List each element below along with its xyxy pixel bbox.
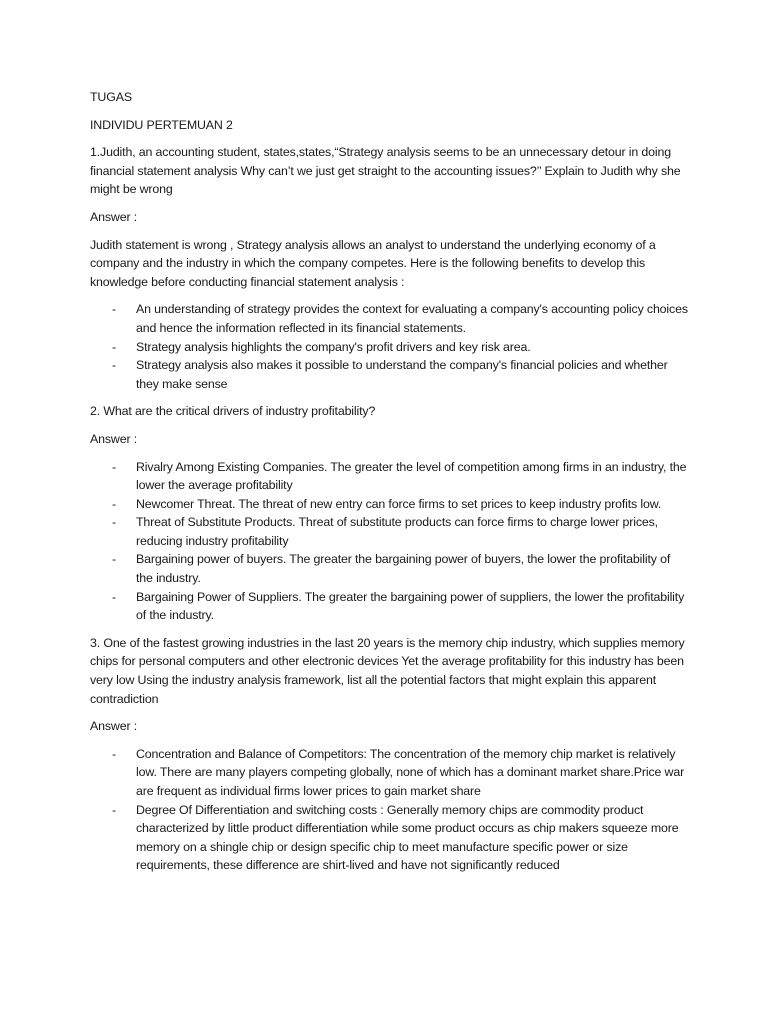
answer-list-1 — [90, 300, 690, 393]
list-item — [90, 550, 690, 587]
list-item — [90, 801, 690, 875]
list-item — [90, 458, 690, 495]
document-page — [90, 88, 690, 884]
dash-bullet: - — [112, 339, 116, 354]
answer-text-1: Judith statement is wrong , Strategy analysis allows an analyst to understand the underlying economy of a company and the industry in which the company competes. Here is the following benefits to develop this knowledge before conducting financial statement analysis : — [90, 237, 656, 289]
answer-label-1: Answer : — [90, 209, 138, 224]
list-item-text: Newcomer Threat. The threat of new entry can force firms to set prices to keep industry profits low. — [136, 496, 662, 511]
list-item — [90, 356, 690, 393]
list-item-text: Degree Of Differentiation and switching costs : Generally memory chips are commodity product characterized by little product differentiation while some product occurs as chip makers squeeze more memory on a shingle chip or design specific chip to meet manufacture specific power or size requirements, these difference are shirt-lived and have not significantly reduced — [136, 802, 679, 873]
document-title: TUGAS — [90, 90, 132, 104]
list-item — [90, 745, 690, 801]
list-item — [90, 513, 690, 550]
list-item-text: An understanding of strategy provides the context for evaluating a company's accounting policy choices and hence the information reflected in its financial statements. — [136, 302, 688, 335]
list-item-text: Bargaining Power of Suppliers. The greater the bargaining power of suppliers, the lower the profitability of the industry. — [136, 589, 685, 623]
dash-bullet: - — [112, 459, 116, 474]
dash-bullet: - — [112, 515, 116, 530]
list-item-text: Bargaining power of buyers. The greater the bargaining power of buyers, the lower the profitability of the industry. — [136, 552, 671, 586]
list-item-text: Strategy analysis highlights the company's profit drivers and key risk area. — [136, 339, 531, 354]
question-2: 2. What are the critical drivers of industry profitability? — [90, 404, 376, 419]
list-item — [90, 338, 690, 357]
document-subtitle: INDIVIDU PERTEMUAN 2 — [90, 117, 233, 132]
dash-bullet: - — [112, 552, 116, 567]
dash-bullet: - — [112, 746, 116, 761]
answer-label-2: Answer : — [90, 431, 138, 446]
answer-list-3 — [90, 745, 690, 875]
answer-label-3: Answer : — [90, 719, 138, 734]
question-1: 1.Judith, an accounting student, states,states,“Strategy analysis seems to be an unnecessary detour in doing financial statement analysis Why can’t we just get straight to the accounting issues?’’ Explain to Judith why she might be wrong — [90, 145, 681, 197]
dash-bullet: - — [112, 802, 116, 817]
dash-bullet: - — [112, 358, 116, 373]
list-item-text: Threat of Substitute Products. Threat of substitute products can force firms to charge lower prices, reducing industry profitability — [136, 515, 658, 548]
list-item-text: Concentration and Balance of Competitors: The concentration of the memory chip market is relatively low. There are many players competing globally, none of which has a dominant market share.Price war are frequent as individual firms lower prices to gain market share — [136, 746, 685, 798]
list-item-text: Strategy analysis also makes it possible to understand the company's financial policies and whether they make sense — [136, 358, 668, 391]
list-item — [90, 588, 690, 625]
list-item-text: Rivalry Among Existing Companies. The greater the level of competition among firms in an industry, the lower the average profitability — [136, 459, 687, 493]
answer-list-2 — [90, 458, 690, 625]
dash-bullet: - — [112, 496, 116, 511]
list-item — [90, 495, 690, 514]
dash-bullet: - — [112, 302, 116, 317]
dash-bullet: - — [112, 589, 116, 604]
list-item — [90, 300, 690, 337]
question-3: 3. One of the fastest growing industries in the last 20 years is the memory chip industry, which supplies memory chips for personal computers and other electronic devices Yet the average profitability for this industry has been very low Using the industry analysis framework, list all the potential factors that might explain this apparent contradiction — [90, 635, 685, 706]
